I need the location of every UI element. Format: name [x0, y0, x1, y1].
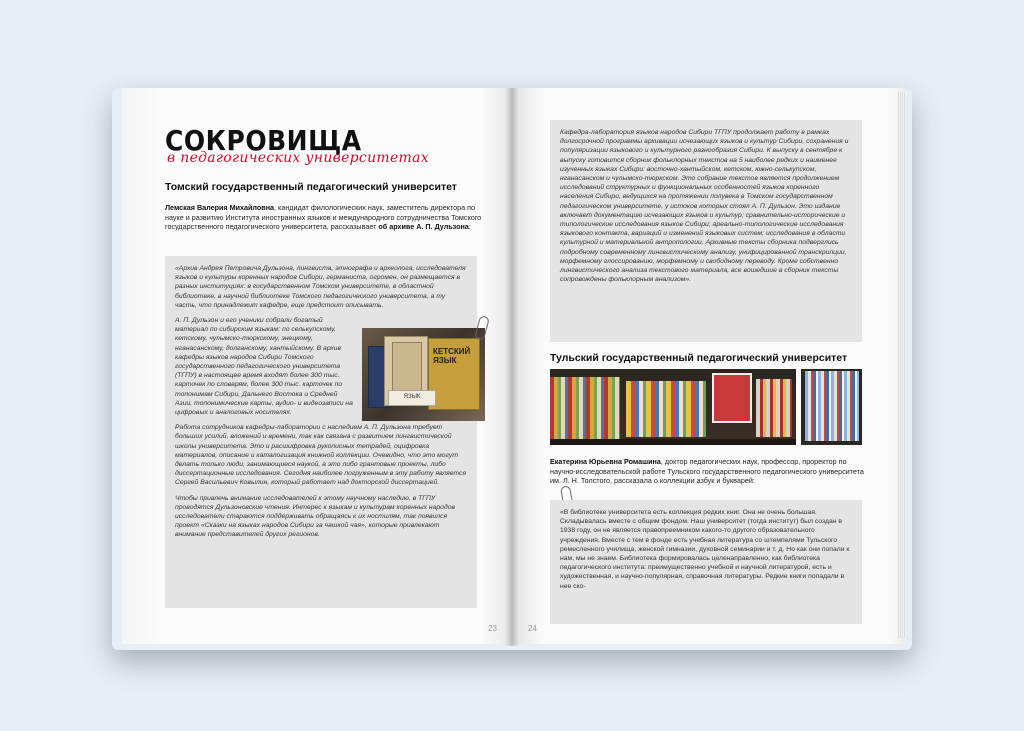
logo-script-text: в педагогических университетах: [167, 150, 429, 166]
section-heading-tomsk: Томский государственный педагогический университет: [165, 181, 457, 193]
page-number-left: 23: [488, 624, 497, 633]
book-label-yazyk: ЯЗЫК: [388, 390, 436, 406]
archive-books-photo: [362, 328, 485, 421]
bookshelf-photo-1: [550, 369, 796, 445]
bookshelf-photo-2: [801, 369, 862, 445]
intro-end: :: [468, 222, 471, 232]
quote-box-tula: [550, 500, 862, 624]
quote-paragraph-1: «Архив Андрея Петровича Дульзона, лингвиста, этнографа и археолога, исследователя языков и культуры коренных народов Сибири, германиста, огромен, он размещается в разных институциях: в государственном Томском университете, в областной библиотеке, в научной библиотеке Томского педагогического университета, а ту часть, что принадлежит кафедре, еще предстоит описывать.: [175, 265, 466, 309]
intro-paragraph-tula: [550, 457, 872, 486]
author-name: Лемская Валерия Михайловна: [165, 203, 275, 212]
intro-paragraph-tomsk: [165, 203, 490, 232]
magazine-logo: [165, 124, 429, 166]
intro-text: , кандидат филологических наук, заместитель директора по науке и развитию Института иностранных языков и международного сотрудничества Томского государственного педагогического университета, рассказывает: [165, 203, 482, 232]
logo-main-text: СОКРОВИЩА: [165, 124, 362, 157]
quote-top-text: Кафедра-лаборатория языков народов Сибири ТГПУ продолжает работу в рамках долгосрочной программы архивации исчезающих языков и культур Сибири, сохранения и популяризации языкового и культурного разнообразия Сибири. К выпуску в сентябре к выпуску готовится сборник фольклорных текстов на 5 наиболее редких и наименее изученных языках Сибири: восточно-хантыйском, кетском, южно-селькупском, нганасанском и чулымско-тюркском. Это собрание текстов является продолжением исследований структурных и функциональных особенностей языков коренного населения Сибири, ведущихся на протяжении полувека в Томском государственном педагогическом университете, у истоков которых стоял А. П. Дульзон. Это издание включает документацию исчезающих языков и культур; сравнительно-исторические и типологические исследования языков Сибири; ареально-типологические исследования языкового контакта, вариаций и изменений языковых систем; исследования в области культурной и материальной антропологии. Архивные тексты сборника подверглись подробному современному лингвистическому анализу, унифицированной транскрипции, морфемному глоссированию, морфемному и свободному переводу. Кроме собственно лингвистического анализа текстового материала, все вошедшие в сборник тексты сопровождены фольклорным анализом».: [560, 129, 849, 284]
quote-box-tomsk-continued: [550, 120, 862, 342]
quote-paragraph-3: Работа сотрудников кафедры-лаборатории с наследием А. П. Дульзона требует больших усилий, вложений и времени, так как связана с развитием лингвистической школы университета. Это и расшифровка рукописных тетрадей, оцифровка материалов, описание и каталогизация книжной коллекции. Очевидно, что это могут делать только люди, занимающиеся наукой, а это либо грантовые проекты, либо диссертационные исследования. Сегодня наиболее погруженным в эту работу является Сергей Васильевич Ковылин, который работает над докторской диссертацией.: [175, 424, 467, 487]
left-page: [122, 88, 512, 644]
right-page: [512, 88, 904, 644]
quote-box-tomsk: [165, 256, 477, 608]
book-cover-ketsky: КЕТСКИЙ ЯЗЫК: [428, 338, 480, 410]
section-heading-tula: Тульский государственный педагогический университет: [550, 352, 848, 364]
page-number-right: 24: [528, 624, 537, 633]
intro-bold-tail: об архиве А. П. Дульзона: [378, 222, 469, 232]
quote-paragraph-4: Чтобы привлечь внимание исследователей к этому научному наследию, в ТГПУ проводятся Дульзоновские чтения. Интерес к языкам и культурам коренных народов исследователи стараются поддерживать обращаясь к их ностилям, так появился проект «Сказки на языках народов Сибири за чашкой чая», которые привлекают внимание представителей других регионов.: [175, 494, 456, 539]
page-edges: [898, 92, 906, 638]
quote-bottom-text: «В библиотеке университета есть коллекция редких книг. Она не очень большая. Складывалась вместе с общим фондом. Наш университет (тогда институт) был создан в 1938 году, он не является правопреемником какого-то другого образовательного учреждения. Вместе с тем в фонде есть учебная литература со штемпелями Тульского ремесленного училища, женской гимназии, духовной семинарии и т. д. Но как они попали к нам, мы не знаем. Библиотека формировалась целенаправленно, как библиотека педагогического института: преимущественно учебной и научной литературой, есть и художественная, и научно-популярная, справочная литературы. Редкие книги попадали в нее ско-: [560, 509, 850, 590]
intro-text-tula: , доктор педагогических наук, профессор, проректор по научно-исследовательской работе Тульского государственного педагогического университета им. Л. Н. Толстого, рассказала о коллекции азбук и букварей:: [550, 457, 864, 486]
quote-paragraph-2: А. П. Дульзон и его ученики собрали богатый материал по сибирским языкам: по селькупскому, кетскому, чулымско-тюркскому, энецкому, нганасанскому, долганскому, хантыйскому. В архив кафедры языков народов Сибири Томского государственного педагогического университета (ТГПУ) в настоящее время входят более 300 тыс. карточек по словарям, более 300 тыс. карточек по топонимам Сибири, Дальнего Востока и Средней Азии, топонимические карты, аудио- и видеозаписи на цифровых и аналоговых носителях.: [175, 317, 353, 417]
author-name-tula: Екатерина Юрьевна Ромашина: [550, 457, 661, 466]
